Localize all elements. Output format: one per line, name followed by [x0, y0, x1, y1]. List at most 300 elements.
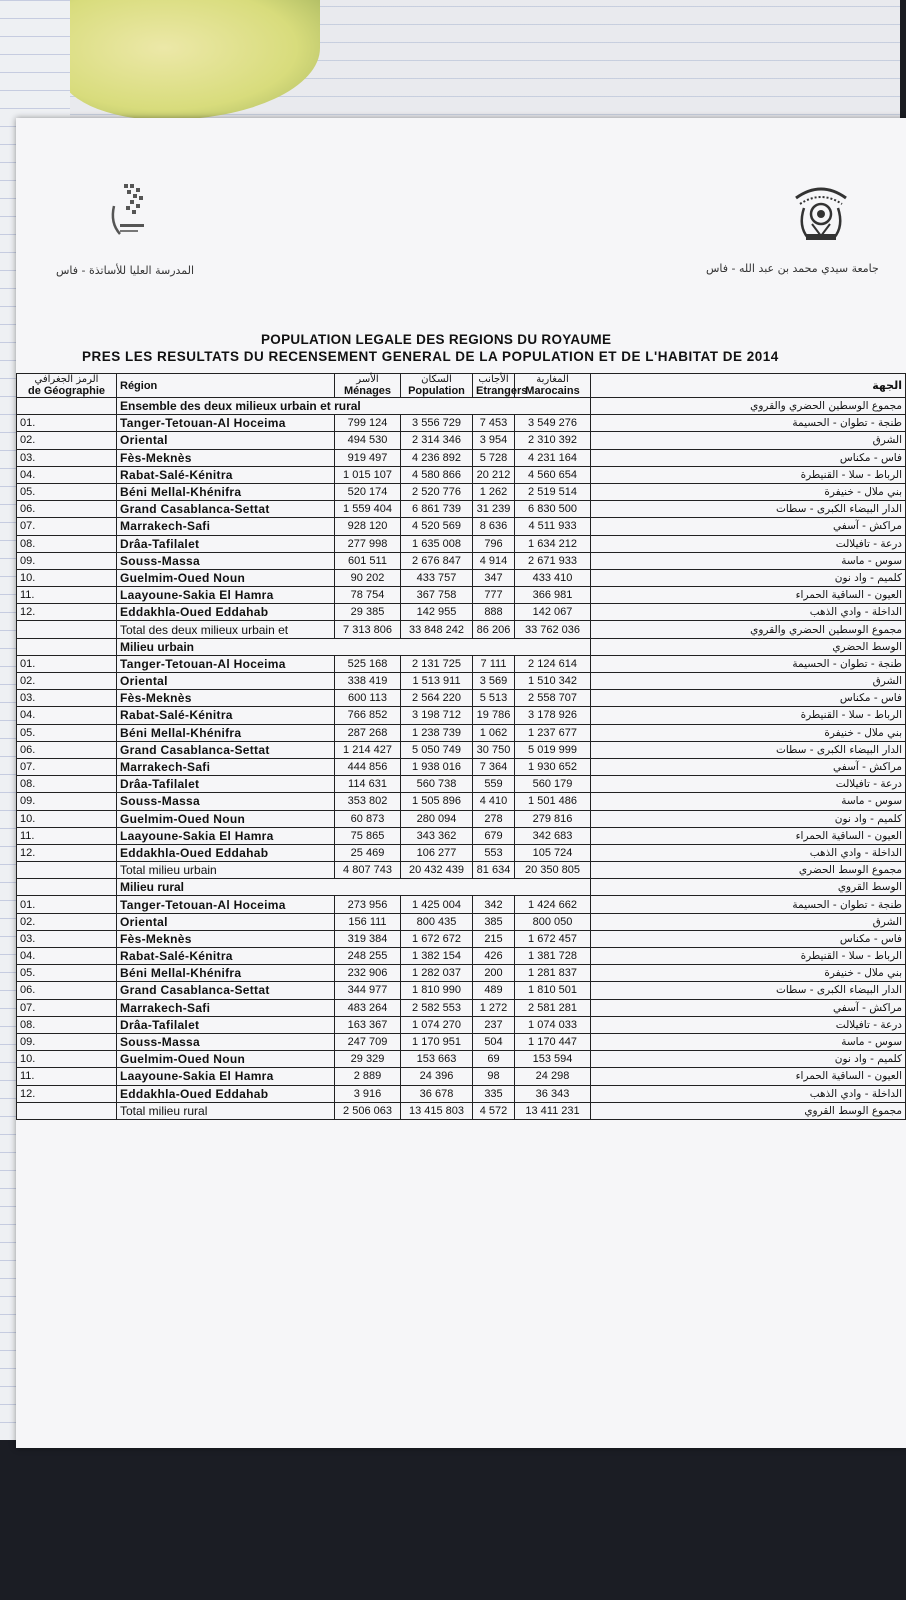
- region-code: 11.: [17, 827, 117, 844]
- total-marocains: 20 350 805: [515, 862, 591, 879]
- menages-value: 1 214 427: [335, 741, 401, 758]
- table-row: [17, 982, 906, 999]
- section-code-cell: [17, 638, 117, 655]
- region-name: Marrakech-Safi: [117, 518, 335, 535]
- population-table: [16, 373, 906, 1120]
- menages-value: 78 754: [335, 587, 401, 604]
- marocains-value: 800 050: [515, 913, 591, 930]
- population-value: 24 396: [401, 1068, 473, 1085]
- region-code: 02.: [17, 673, 117, 690]
- region-name: Eddakhla-Oued Eddahab: [117, 1085, 335, 1102]
- menages-value: 525 168: [335, 655, 401, 672]
- region-code: 06.: [17, 982, 117, 999]
- region-code: 09.: [17, 793, 117, 810]
- menages-value: 287 268: [335, 724, 401, 741]
- header-code: الرمز الجغرافي de Géographie: [17, 374, 117, 398]
- region-code: 12.: [17, 1085, 117, 1102]
- region-code: 12.: [17, 604, 117, 621]
- table-row: [17, 466, 906, 483]
- table-row: [17, 552, 906, 569]
- population-value: 280 094: [401, 810, 473, 827]
- marocains-value: 1 810 501: [515, 982, 591, 999]
- region-name: Fès-Meknès: [117, 449, 335, 466]
- menages-value: 29 385: [335, 604, 401, 621]
- marocains-value: 2 124 614: [515, 655, 591, 672]
- region-name-ar: الدار البيضاء الكبرى - سطات: [591, 741, 906, 758]
- table-row: [17, 965, 906, 982]
- total-population: 20 432 439: [401, 862, 473, 879]
- total-population: 13 415 803: [401, 1102, 473, 1119]
- section-row: [17, 879, 906, 896]
- population-value: 1 505 896: [401, 793, 473, 810]
- marocains-value: 5 019 999: [515, 741, 591, 758]
- menages-value: 248 255: [335, 948, 401, 965]
- table-row: [17, 1051, 906, 1068]
- menages-value: 75 865: [335, 827, 401, 844]
- university-emblem-icon: [786, 178, 856, 248]
- region-code: 04.: [17, 948, 117, 965]
- population-value: 367 758: [401, 587, 473, 604]
- total-label-ar: مجموع الوسطين الحضري والقروي: [591, 621, 906, 638]
- region-name: Eddakhla-Oued Eddahab: [117, 604, 335, 621]
- population-value: 36 678: [401, 1085, 473, 1102]
- document-sheet: [16, 118, 906, 1448]
- etrangers-value: 31 239: [473, 501, 515, 518]
- region-name: Oriental: [117, 913, 335, 930]
- region-name-ar: الرباط - سلا - القنيطرة: [591, 466, 906, 483]
- menages-value: 600 113: [335, 690, 401, 707]
- marocains-value: 1 510 342: [515, 673, 591, 690]
- etrangers-value: 385: [473, 913, 515, 930]
- region-name-ar: العيون - الساقية الحمراء: [591, 1068, 906, 1085]
- table-row: [17, 1085, 906, 1102]
- total-code-cell: [17, 1102, 117, 1119]
- region-name: Grand Casablanca-Settat: [117, 982, 335, 999]
- region-name-ar: الداخلة - وادي الذهب: [591, 604, 906, 621]
- region-code: 01.: [17, 415, 117, 432]
- population-value: 4 520 569: [401, 518, 473, 535]
- region-code: 05.: [17, 965, 117, 982]
- menages-value: 494 530: [335, 432, 401, 449]
- region-name-ar: درعة - تافيلالت: [591, 1016, 906, 1033]
- section-label-ar: الوسط الحضري: [591, 638, 906, 655]
- table-row: [17, 776, 906, 793]
- section-label-ar: الوسط القروي: [591, 879, 906, 896]
- section-row: [17, 638, 906, 655]
- etrangers-value: 98: [473, 1068, 515, 1085]
- menages-value: 25 469: [335, 844, 401, 861]
- etrangers-value: 20 212: [473, 466, 515, 483]
- etrangers-value: 426: [473, 948, 515, 965]
- region-code: 10.: [17, 810, 117, 827]
- population-value: 800 435: [401, 913, 473, 930]
- etrangers-value: 4 914: [473, 552, 515, 569]
- population-value: 153 663: [401, 1051, 473, 1068]
- etrangers-value: 1 262: [473, 483, 515, 500]
- region-code: 01.: [17, 655, 117, 672]
- table-row: [17, 673, 906, 690]
- table-row: [17, 758, 906, 775]
- region-name: Laayoune-Sakia El Hamra: [117, 827, 335, 844]
- menages-value: 114 631: [335, 776, 401, 793]
- total-marocains: 13 411 231: [515, 1102, 591, 1119]
- marocains-value: 6 830 500: [515, 501, 591, 518]
- section-label: Milieu urbain: [117, 638, 591, 655]
- population-value: 1 672 672: [401, 930, 473, 947]
- total-etrangers: 81 634: [473, 862, 515, 879]
- table-row: [17, 1033, 906, 1050]
- region-name-ar: درعة - تافيلالت: [591, 776, 906, 793]
- table-row: [17, 707, 906, 724]
- marocains-value: 1 501 486: [515, 793, 591, 810]
- etrangers-value: 3 954: [473, 432, 515, 449]
- table-row: [17, 449, 906, 466]
- region-code: 03.: [17, 449, 117, 466]
- menages-value: 766 852: [335, 707, 401, 724]
- menages-value: 277 998: [335, 535, 401, 552]
- menages-value: 444 856: [335, 758, 401, 775]
- region-name-ar: مراكش - آسفي: [591, 758, 906, 775]
- menages-value: 520 174: [335, 483, 401, 500]
- region-name-ar: سوس - ماسة: [591, 793, 906, 810]
- population-value: 3 556 729: [401, 415, 473, 432]
- menages-value: 3 916: [335, 1085, 401, 1102]
- etrangers-value: 3 569: [473, 673, 515, 690]
- region-code: 12.: [17, 844, 117, 861]
- region-name: Laayoune-Sakia El Hamra: [117, 587, 335, 604]
- etrangers-value: 278: [473, 810, 515, 827]
- marocains-value: 366 981: [515, 587, 591, 604]
- total-menages: 7 313 806: [335, 621, 401, 638]
- region-name: Fès-Meknès: [117, 690, 335, 707]
- region-code: 04.: [17, 466, 117, 483]
- population-value: 1 170 951: [401, 1033, 473, 1050]
- header-menages: الأسر Ménages: [335, 374, 401, 398]
- menages-value: 799 124: [335, 415, 401, 432]
- table-row: [17, 501, 906, 518]
- header-population: السكان Population: [401, 374, 473, 398]
- table-row: [17, 793, 906, 810]
- table-row: [17, 518, 906, 535]
- region-code: 04.: [17, 707, 117, 724]
- document-title: POPULATION LEGALE DES REGIONS DU ROYAUME: [261, 332, 612, 347]
- region-name: Guelmim-Oued Noun: [117, 1051, 335, 1068]
- menages-value: 601 511: [335, 552, 401, 569]
- marocains-value: 1 281 837: [515, 965, 591, 982]
- region-name: Drâa-Tafilalet: [117, 776, 335, 793]
- table-row: [17, 415, 906, 432]
- etrangers-value: 489: [473, 982, 515, 999]
- region-name-ar: طنجة - تطوان - الحسيمة: [591, 415, 906, 432]
- etrangers-value: 8 636: [473, 518, 515, 535]
- region-code: 01.: [17, 896, 117, 913]
- total-menages: 4 807 743: [335, 862, 401, 879]
- region-code: 02.: [17, 432, 117, 449]
- region-name: Tanger-Tetouan-Al Hoceima: [117, 896, 335, 913]
- region-code: 10.: [17, 1051, 117, 1068]
- table-row: [17, 844, 906, 861]
- region-name: Grand Casablanca-Settat: [117, 741, 335, 758]
- population-value: 5 050 749: [401, 741, 473, 758]
- population-value: 1 382 154: [401, 948, 473, 965]
- etrangers-value: 342: [473, 896, 515, 913]
- marocains-value: 2 310 392: [515, 432, 591, 449]
- etrangers-value: 553: [473, 844, 515, 861]
- region-code: 08.: [17, 1016, 117, 1033]
- menages-value: 232 906: [335, 965, 401, 982]
- header-etrangers: الأجانب Etrangers: [473, 374, 515, 398]
- marocains-value: 433 410: [515, 569, 591, 586]
- marocains-value: 1 170 447: [515, 1033, 591, 1050]
- region-name: Marrakech-Safi: [117, 999, 335, 1016]
- region-code: 09.: [17, 552, 117, 569]
- population-value: 106 277: [401, 844, 473, 861]
- etrangers-value: 7 364: [473, 758, 515, 775]
- marocains-value: 2 581 281: [515, 999, 591, 1016]
- total-label: Total milieu rural: [117, 1102, 335, 1119]
- region-name-ar: مراكش - آسفي: [591, 518, 906, 535]
- marocains-value: 1 381 728: [515, 948, 591, 965]
- etrangers-value: 30 750: [473, 741, 515, 758]
- table-row: [17, 724, 906, 741]
- region-code: 07.: [17, 758, 117, 775]
- region-code: 08.: [17, 776, 117, 793]
- menages-value: 344 977: [335, 982, 401, 999]
- table-row: [17, 741, 906, 758]
- marocains-value: 1 930 652: [515, 758, 591, 775]
- region-code: 05.: [17, 483, 117, 500]
- region-name: Guelmim-Oued Noun: [117, 810, 335, 827]
- region-code: 11.: [17, 587, 117, 604]
- region-name: Oriental: [117, 673, 335, 690]
- region-name-ar: العيون - الساقية الحمراء: [591, 587, 906, 604]
- menages-value: 163 367: [335, 1016, 401, 1033]
- region-code: 09.: [17, 1033, 117, 1050]
- population-value: 2 131 725: [401, 655, 473, 672]
- region-name: Grand Casablanca-Settat: [117, 501, 335, 518]
- region-name-ar: الشرق: [591, 673, 906, 690]
- region-name: Drâa-Tafilalet: [117, 535, 335, 552]
- population-value: 1 282 037: [401, 965, 473, 982]
- total-marocains: 33 762 036: [515, 621, 591, 638]
- region-name: Béni Mellal-Khénifra: [117, 724, 335, 741]
- table-row: [17, 948, 906, 965]
- total-label: Total des deux milieux urbain et: [117, 621, 335, 638]
- table-row: [17, 827, 906, 844]
- etrangers-value: 69: [473, 1051, 515, 1068]
- region-name-ar: بني ملال - خنيفرة: [591, 965, 906, 982]
- menages-value: 273 956: [335, 896, 401, 913]
- region-name-ar: الدار البيضاء الكبرى - سطات: [591, 982, 906, 999]
- table-row: [17, 930, 906, 947]
- marocains-value: 2 519 514: [515, 483, 591, 500]
- region-name-ar: الشرق: [591, 432, 906, 449]
- menages-value: 319 384: [335, 930, 401, 947]
- header-region: Région: [117, 374, 335, 398]
- etrangers-value: 1 062: [473, 724, 515, 741]
- total-row: [17, 862, 906, 879]
- population-value: 1 635 008: [401, 535, 473, 552]
- region-name: Oriental: [117, 432, 335, 449]
- region-name-ar: فاس - مكناس: [591, 449, 906, 466]
- region-name-ar: بني ملال - خنيفرة: [591, 724, 906, 741]
- marocains-value: 1 672 457: [515, 930, 591, 947]
- etrangers-value: 5 513: [473, 690, 515, 707]
- ens-logo-icon: [106, 178, 156, 248]
- population-value: 2 582 553: [401, 999, 473, 1016]
- header-marocains: المغاربة Marocains: [515, 374, 591, 398]
- marocains-value: 1 424 662: [515, 896, 591, 913]
- region-name: Tanger-Tetouan-Al Hoceima: [117, 415, 335, 432]
- etrangers-value: 504: [473, 1033, 515, 1050]
- menages-value: 928 120: [335, 518, 401, 535]
- marocains-value: 2 671 933: [515, 552, 591, 569]
- menages-value: 919 497: [335, 449, 401, 466]
- region-name-ar: الداخلة - وادي الذهب: [591, 1085, 906, 1102]
- document-subtitle: PRES LES RESULTATS DU RECENSEMENT GENERAL DE LA POPULATION ET DE L'HABITAT DE 2014: [82, 349, 779, 364]
- region-code: 08.: [17, 535, 117, 552]
- region-name-ar: درعة - تافيلالت: [591, 535, 906, 552]
- menages-value: 156 111: [335, 913, 401, 930]
- dark-table-surface: [0, 1440, 900, 1600]
- region-name: Béni Mellal-Khénifra: [117, 483, 335, 500]
- menages-value: 1 559 404: [335, 501, 401, 518]
- etrangers-value: 200: [473, 965, 515, 982]
- table-row: [17, 569, 906, 586]
- marocains-value: 105 724: [515, 844, 591, 861]
- menages-value: 483 264: [335, 999, 401, 1016]
- marocains-value: 2 558 707: [515, 690, 591, 707]
- region-name: Rabat-Salé-Kénitra: [117, 707, 335, 724]
- total-row: [17, 621, 906, 638]
- etrangers-value: 215: [473, 930, 515, 947]
- region-name: Tanger-Tetouan-Al Hoceima: [117, 655, 335, 672]
- etrangers-value: 679: [473, 827, 515, 844]
- population-value: 1 425 004: [401, 896, 473, 913]
- region-name: Rabat-Salé-Kénitra: [117, 466, 335, 483]
- region-name-ar: كلميم - واد نون: [591, 569, 906, 586]
- region-name-ar: طنجة - تطوان - الحسيمة: [591, 896, 906, 913]
- header-region-ar: الجهة: [591, 374, 906, 398]
- table-row: [17, 587, 906, 604]
- marocains-value: 342 683: [515, 827, 591, 844]
- etrangers-value: 237: [473, 1016, 515, 1033]
- total-label-ar: مجموع الوسط الحضري: [591, 862, 906, 879]
- region-name: Rabat-Salé-Kénitra: [117, 948, 335, 965]
- population-value: 2 520 776: [401, 483, 473, 500]
- marocains-value: 142 067: [515, 604, 591, 621]
- table-row: [17, 1068, 906, 1085]
- institution-right: جامعة سيدي محمد بن عبد الله - فاس: [706, 262, 879, 275]
- region-name-ar: الرباط - سلا - القنيطرة: [591, 707, 906, 724]
- region-name-ar: الدار البيضاء الكبرى - سطات: [591, 501, 906, 518]
- population-value: 1 938 016: [401, 758, 473, 775]
- marocains-value: 4 560 654: [515, 466, 591, 483]
- population-value: 433 757: [401, 569, 473, 586]
- section-label-ar: مجموع الوسطين الحضري والقروي: [591, 398, 906, 415]
- region-code: 11.: [17, 1068, 117, 1085]
- institution-left: المدرسة العليا للأساتذة - فاس: [56, 264, 195, 277]
- region-code: 05.: [17, 724, 117, 741]
- population-value: 343 362: [401, 827, 473, 844]
- etrangers-value: 7 453: [473, 415, 515, 432]
- table-header-row: [17, 374, 906, 398]
- menages-value: 353 802: [335, 793, 401, 810]
- population-value: 6 861 739: [401, 501, 473, 518]
- region-name-ar: الشرق: [591, 913, 906, 930]
- region-name-ar: فاس - مكناس: [591, 930, 906, 947]
- region-code: 07.: [17, 518, 117, 535]
- region-code: 03.: [17, 930, 117, 947]
- region-name-ar: سوس - ماسة: [591, 1033, 906, 1050]
- marocains-value: 36 343: [515, 1085, 591, 1102]
- table-row: [17, 1016, 906, 1033]
- table-row: [17, 810, 906, 827]
- table-row: [17, 483, 906, 500]
- population-value: 142 955: [401, 604, 473, 621]
- etrangers-value: 335: [473, 1085, 515, 1102]
- marocains-value: 279 816: [515, 810, 591, 827]
- population-value: 2 314 346: [401, 432, 473, 449]
- etrangers-value: 888: [473, 604, 515, 621]
- table-row: [17, 690, 906, 707]
- menages-value: 1 015 107: [335, 466, 401, 483]
- marocains-value: 3 178 926: [515, 707, 591, 724]
- population-value: 2 676 847: [401, 552, 473, 569]
- section-code-cell: [17, 879, 117, 896]
- region-name-ar: سوس - ماسة: [591, 552, 906, 569]
- table-row: [17, 655, 906, 672]
- region-code: 10.: [17, 569, 117, 586]
- section-label: Milieu rural: [117, 879, 591, 896]
- region-name: Drâa-Tafilalet: [117, 1016, 335, 1033]
- total-code-cell: [17, 621, 117, 638]
- marocains-value: 4 511 933: [515, 518, 591, 535]
- marocains-value: 4 231 164: [515, 449, 591, 466]
- marocains-value: 1 634 212: [515, 535, 591, 552]
- menages-value: 90 202: [335, 569, 401, 586]
- marocains-value: 3 549 276: [515, 415, 591, 432]
- etrangers-value: 5 728: [473, 449, 515, 466]
- region-name-ar: فاس - مكناس: [591, 690, 906, 707]
- table-row: [17, 913, 906, 930]
- section-label: Ensemble des deux milieux urbain et rural: [117, 398, 591, 415]
- total-row: [17, 1102, 906, 1119]
- region-name: Eddakhla-Oued Eddahab: [117, 844, 335, 861]
- region-name: Marrakech-Safi: [117, 758, 335, 775]
- marocains-value: 153 594: [515, 1051, 591, 1068]
- population-value: 1 810 990: [401, 982, 473, 999]
- total-etrangers: 4 572: [473, 1102, 515, 1119]
- etrangers-value: 4 410: [473, 793, 515, 810]
- region-name: Béni Mellal-Khénifra: [117, 965, 335, 982]
- menages-value: 247 709: [335, 1033, 401, 1050]
- region-name-ar: بني ملال - خنيفرة: [591, 483, 906, 500]
- section-code-cell: [17, 398, 117, 415]
- marocains-value: 1 237 677: [515, 724, 591, 741]
- menages-value: 29 329: [335, 1051, 401, 1068]
- table-row: [17, 604, 906, 621]
- region-name-ar: الرباط - سلا - القنيطرة: [591, 948, 906, 965]
- table-row: [17, 896, 906, 913]
- population-value: 560 738: [401, 776, 473, 793]
- region-name: Laayoune-Sakia El Hamra: [117, 1068, 335, 1085]
- region-name-ar: طنجة - تطوان - الحسيمة: [591, 655, 906, 672]
- menages-value: 2 889: [335, 1068, 401, 1085]
- region-name-ar: مراكش - آسفي: [591, 999, 906, 1016]
- total-menages: 2 506 063: [335, 1102, 401, 1119]
- etrangers-value: 347: [473, 569, 515, 586]
